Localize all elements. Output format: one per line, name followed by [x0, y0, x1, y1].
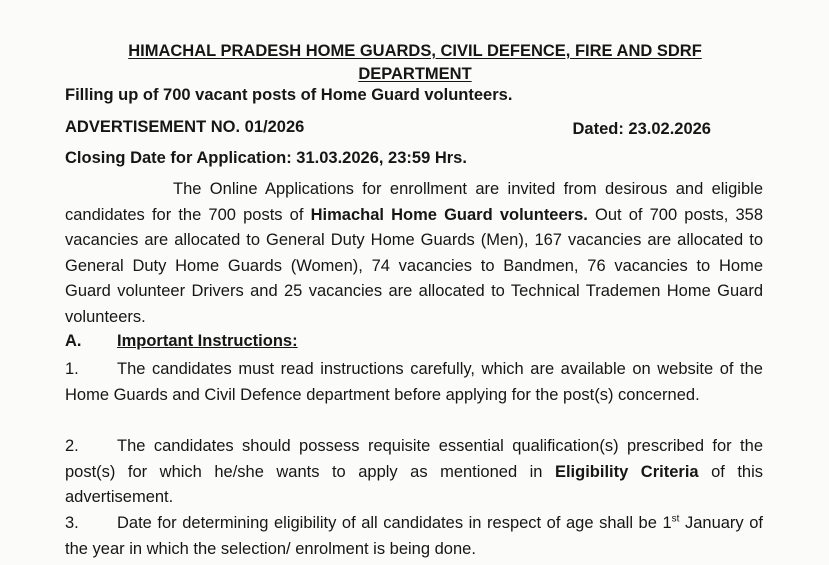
instruction-text: of this advertisement. [65, 462, 763, 507]
instruction-text: The candidates must read instructions carefully, which are available on website of the Home Guards and Civil Defence department before applying for the post(s) concerned. [65, 360, 763, 404]
intro-paragraph [65, 177, 763, 331]
advertisement-date: Dated: 23.02.2026 [572, 120, 711, 138]
intro-bold: Himachal Home Guard volunteers. [310, 205, 588, 224]
advertisement-subtitle: Filling up of 700 vacant posts of Home Guard volunteers. [65, 86, 513, 104]
section-title: Important Instructions: [117, 332, 298, 350]
instruction-text: January of the year in which the selection/ enrolment is being done. [65, 514, 763, 558]
section-label: A. [65, 332, 82, 350]
advertisement-number: ADVERTISEMENT NO. 01/2026 [65, 118, 305, 136]
ordinal-superscript: st [671, 513, 680, 525]
instruction-number: 2. [65, 437, 79, 455]
instruction-item [65, 511, 763, 562]
department-title: HIMACHAL PRADESH HOME GUARDS, CIVIL DEFENCE, FIRE AND SDRF DEPARTMENT [128, 42, 702, 83]
instruction-number: 3. [65, 514, 79, 532]
intro-text-2: Out of 700 posts, 358 vacancies are allocated to General Duty Home Guards (Men), 167 vacancies are allocated to General Duty Home Guards (Women), 74 vacancies to Bandmen, 76 vacancies to Home Guard volunteer Drivers and 25 vacancies are allocated to Technical Trademen Home Guard volunteers. [65, 205, 763, 326]
intro-text-1: The Online Applications for enrollment are invited from desirous and eligible candidates for the 700 posts of [65, 180, 763, 224]
section-heading [65, 332, 298, 351]
instruction-item [65, 434, 763, 511]
instruction-text: Date for determining eligibility of all candidates in respect of age shall be 1 [117, 514, 672, 532]
eligibility-criteria-bold: Eligibility Criteria [554, 462, 699, 481]
instruction-number: 1. [65, 360, 79, 378]
instruction-item [65, 357, 763, 408]
closing-date: Closing Date for Application: 31.03.2026, 23:59 Hrs. [65, 149, 467, 167]
instruction-text: The candidates should possess requisite essential qualification(s) prescribed for the post(s) for which he/she wants to apply as mentioned in [65, 437, 763, 481]
